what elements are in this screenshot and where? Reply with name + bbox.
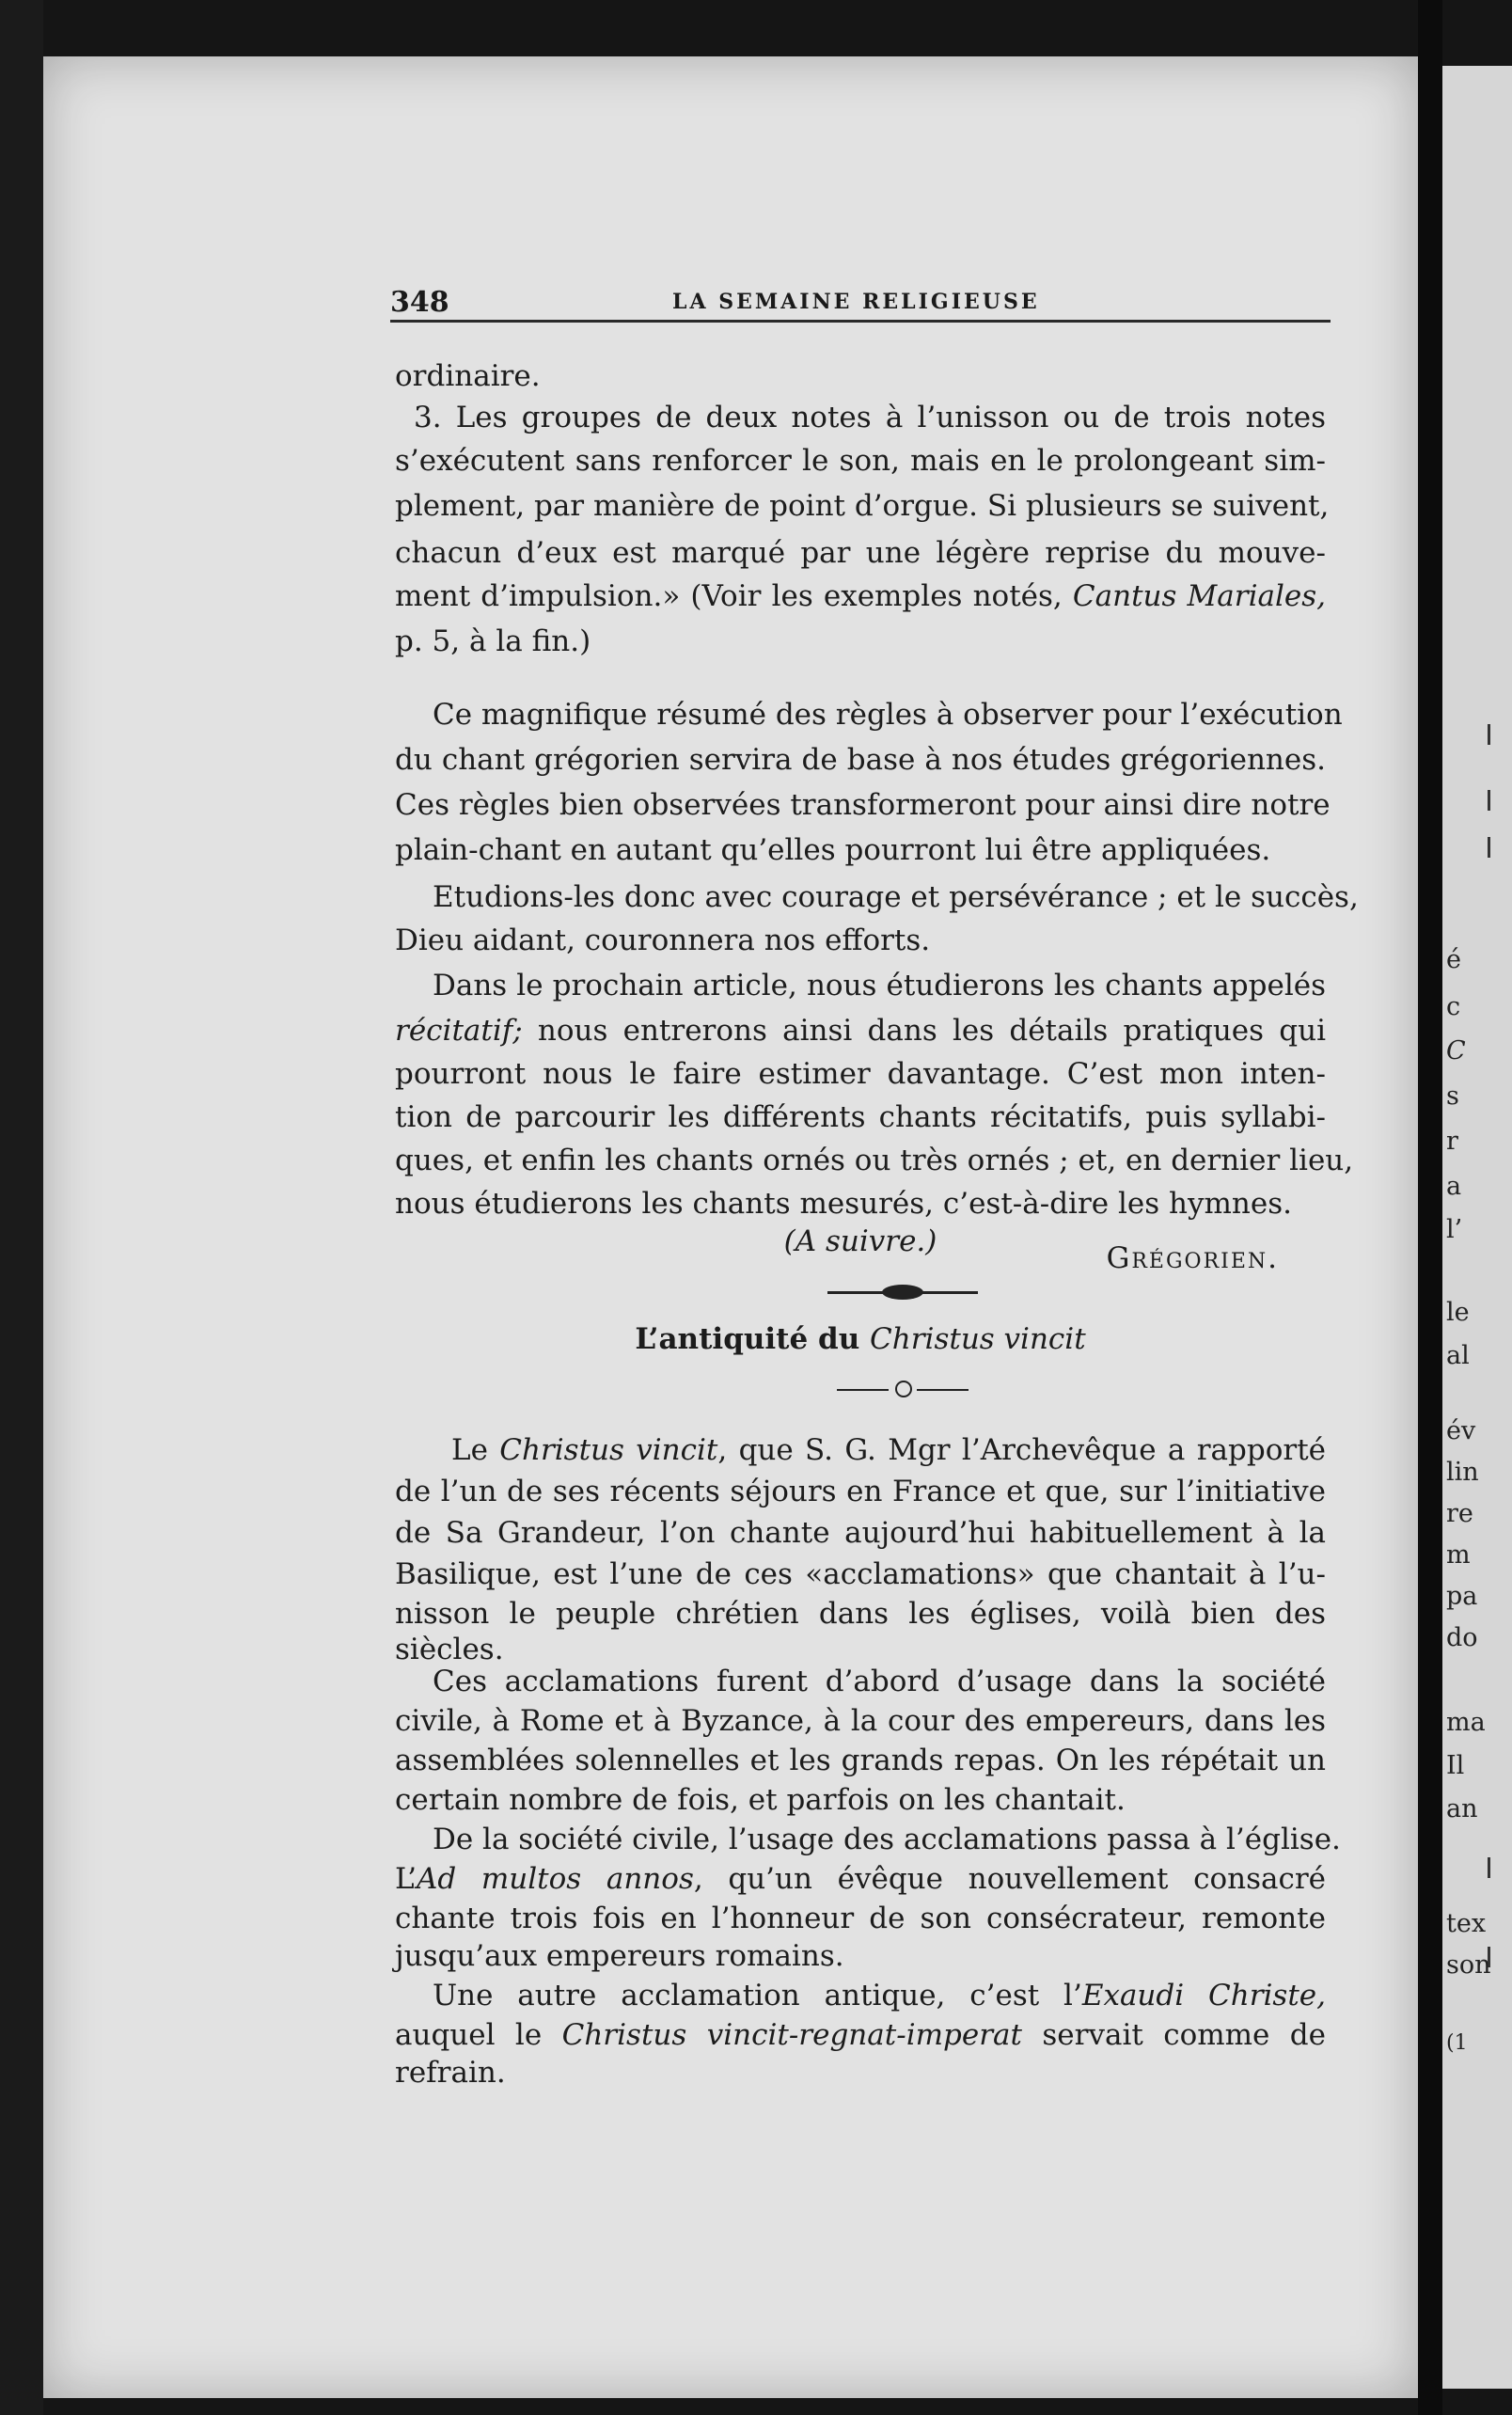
text-run: Le <box>451 1433 500 1467</box>
text-line: siècles. <box>395 1633 504 1666</box>
page-fragment: r <box>1446 1127 1458 1156</box>
text-mark <box>1488 790 1490 811</box>
text-line: chante trois fois en l’honneur de son consécrateur, remonte <box>395 1902 1326 1935</box>
text-line: nisson le peuple chrétien dans les églises, voilà bien des <box>395 1597 1326 1631</box>
page-fragment: c <box>1446 992 1461 1021</box>
text-line: Dans le prochain article, nous étudierons les chants appelés <box>433 969 1326 1002</box>
page-fragment: do <box>1446 1623 1478 1652</box>
text-run: servait comme de <box>1021 2018 1326 2052</box>
text-run: auquel le <box>395 2018 562 2052</box>
text-line: Basilique, est l’une de ces «acclamations» que chantait à l’u- <box>395 1557 1326 1591</box>
italic-title: Christus vincit <box>499 1433 718 1467</box>
page-fragment: lin <box>1446 1458 1479 1487</box>
text-line: s’exécutent sans renforcer le son, mais en le prolongeant sim- <box>395 444 1326 478</box>
text-line: refrain. <box>395 2056 506 2090</box>
separator-bar-left <box>837 1389 889 1391</box>
text-run: ment d’impulsion.» (Voir les exemples notés, <box>395 579 1073 613</box>
text-line: nous étudierons les chants mesurés, c’est-à-dire les hymnes. <box>395 1187 1292 1221</box>
text-line: Ces acclamations furent d’abord d’usage dans la société <box>433 1665 1326 1698</box>
italic-term: récitatif; <box>395 1014 523 1048</box>
article-title-italic: Christus vincit <box>870 1322 1086 1356</box>
text-line <box>395 1010 1326 1051</box>
article-title-text: L’antiquité du <box>635 1322 871 1356</box>
book-gutter <box>1418 0 1442 2415</box>
text-run: nous entrerons ainsi dans les détails pratiques qui <box>522 1014 1326 1048</box>
text-run: , que S. G. Mgr l’Archevêque a rapporté <box>717 1433 1327 1467</box>
text-line: Ce magnifique résumé des règles à observer pour l’exécution <box>433 698 1343 732</box>
ornament-bar-left <box>827 1291 884 1294</box>
text-line: du chant grégorien servira de base à nos études grégoriennes. <box>395 743 1326 777</box>
italic-title: Ad multos annos <box>417 1862 694 1896</box>
text-line: Ces règles bien observées transformeront pour ainsi dire notre <box>395 788 1331 822</box>
running-title: LA SEMAINE RELIGIEUSE <box>672 290 1040 314</box>
italic-title: Exaudi Christe, <box>1081 1979 1326 2012</box>
text-line: de l’un de ses récents séjours en France et que, sur l’initiative <box>395 1475 1326 1508</box>
text-line: chacun d’eux est marqué par une légère reprise du mouve- <box>395 536 1326 570</box>
page-fragment: s <box>1446 1081 1459 1111</box>
text-line: Etudions-les donc avec courage et persévérance ; et le succès, <box>433 880 1359 914</box>
italic-title: Cantus Mariales, <box>1072 579 1326 613</box>
page-fragment: le <box>1446 1298 1470 1327</box>
text-line: ques, et enfin les chants ornés ou très ornés ; et, en dernier lieu, <box>395 1144 1354 1177</box>
page-fragment: al <box>1446 1341 1470 1370</box>
text-line: De la société civile, l’usage des acclamations passa à l’église. <box>433 1823 1341 1856</box>
text-line: de Sa Grandeur, l’on chante aujourd’hui habituellement à la <box>395 1516 1326 1550</box>
text-line <box>395 1429 1326 1471</box>
page-fragment: Il <box>1446 1751 1465 1780</box>
text-line <box>395 1975 1326 2016</box>
article-title <box>395 1318 1326 1360</box>
text-line <box>395 1858 1326 1900</box>
page-fragment: tex <box>1446 1909 1487 1938</box>
ornament-center <box>882 1285 923 1300</box>
text-line: certain nombre de fois, et parfois on les chantait. <box>395 1783 1126 1817</box>
page-fragment: a <box>1446 1172 1462 1201</box>
text-line: ordinaire. <box>395 359 541 393</box>
text-line <box>395 2014 1326 2056</box>
header-rule <box>390 320 1331 323</box>
section-ornament <box>827 1279 978 1307</box>
text-line: pourront nous le faire estimer davantage. C’est mon inten- <box>395 1057 1326 1091</box>
page-fragment: pa <box>1446 1582 1478 1611</box>
text-run: L’ <box>395 1862 417 1896</box>
page-fragment: ma <box>1446 1708 1486 1737</box>
text-mark <box>1488 1857 1490 1878</box>
text-line: Dieu aidant, couronnera nos efforts. <box>395 923 931 957</box>
page-number: 348 <box>390 286 449 319</box>
text-mark <box>1488 837 1490 858</box>
separator-circle <box>895 1381 912 1397</box>
ornament-bar-right <box>921 1291 978 1294</box>
page-fragment: (1 <box>1446 2031 1468 2055</box>
page-fragment: son <box>1446 1950 1491 1980</box>
signature <box>395 1238 1279 1279</box>
text-mark <box>1488 724 1490 745</box>
separator-bar-right <box>917 1389 969 1391</box>
page-fragment: re <box>1446 1499 1473 1528</box>
page-fragment: l’ <box>1446 1215 1463 1244</box>
title-separator <box>818 1375 987 1403</box>
text-run: , qu’un évêque nouvellement consacré <box>693 1862 1326 1896</box>
text-line: tion de parcourir les différents chants récitatifs, puis syllabi- <box>395 1100 1326 1134</box>
text-line: 3. Les groupes de deux notes à l’unisson ou de trois notes <box>414 401 1326 434</box>
italic-title: Christus vincit-regnat-imperat <box>561 2018 1022 2052</box>
page-fragment: an <box>1446 1794 1478 1823</box>
text-line: plement, par manière de point d’orgue. Si plusieurs se suivent, <box>395 489 1330 523</box>
text-line: assemblées solennelles et les grands repas. On les répétait un <box>395 1744 1326 1777</box>
page-fragment: C <box>1446 1036 1466 1065</box>
signature-text: Grégorien. <box>1106 1241 1279 1275</box>
text-line: plain-chant en autant qu’elles pourront lui être appliquées. <box>395 833 1271 867</box>
text-line: jusqu’aux empereurs romains. <box>395 1939 844 1973</box>
scan-left-margin <box>0 0 43 2415</box>
text-line <box>395 576 1326 617</box>
page-fragment: é <box>1446 945 1461 974</box>
text-run: Une autre acclamation antique, c’est l’ <box>433 1979 1082 2012</box>
page-fragment: m <box>1446 1540 1471 1570</box>
to-follow-text: (A suivre.) <box>783 1224 937 1258</box>
adjacent-page-strip <box>1442 66 1512 2389</box>
text-line: p. 5, à la fin.) <box>395 624 591 658</box>
text-line: civile, à Rome et à Byzance, à la cour des empereurs, dans les <box>395 1704 1326 1738</box>
page-fragment: év <box>1446 1416 1476 1445</box>
